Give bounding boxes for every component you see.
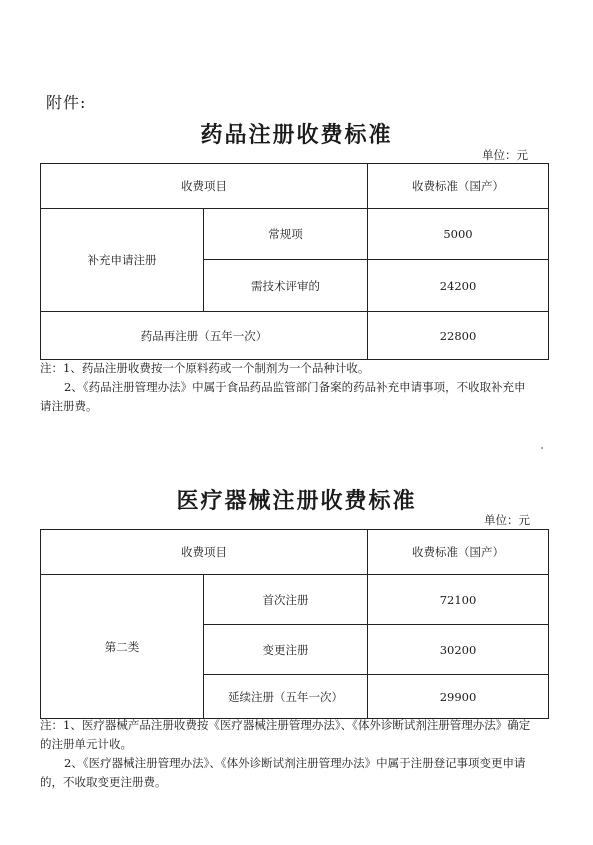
drug-notes xyxy=(40,359,526,416)
drug-group-label: 补充申请注册 xyxy=(41,209,204,312)
drug-note-line: 请注册费。 xyxy=(40,399,98,413)
device-row-value: 30200 xyxy=(368,625,549,675)
table-row xyxy=(41,312,549,360)
scan-speck xyxy=(541,447,543,449)
device-header-row xyxy=(41,530,549,575)
device-row-label: 首次注册 xyxy=(204,575,368,625)
device-note-line: 的注册单元计收。 xyxy=(40,737,132,751)
device-group-label: 第二类 xyxy=(41,575,204,719)
drug-header-row xyxy=(41,164,549,209)
drug-fee-table xyxy=(40,163,549,360)
drug-note-line: 注：1、药品注册收费按一个原料药或一个制剂为一个品种计收。 xyxy=(40,361,370,375)
device-row-value: 72100 xyxy=(368,575,549,625)
device-header-item: 收费项目 xyxy=(41,530,368,575)
device-unit-label: 单位：元 xyxy=(484,513,530,527)
table-row xyxy=(41,209,549,260)
device-fee-title: 医疗器械注册收费标准 xyxy=(176,488,417,514)
drug-unit-label: 单位：元 xyxy=(482,148,528,162)
drug-header-item: 收费项目 xyxy=(41,164,368,209)
drug-note-line: 2、《药品注册管理办法》中属于食品药品监管部门备案的药品补充申请事项，不收取补充申 xyxy=(64,380,526,394)
table-row xyxy=(41,575,549,625)
device-note-line: 2、《医疗器械注册管理办法》、《体外诊断试剂注册管理办法》中属于注册登记事项变更申请 xyxy=(64,756,526,770)
drug-row-value: 24200 xyxy=(368,260,549,312)
device-row-value: 29900 xyxy=(368,675,549,719)
drug-reregister-label: 药品再注册（五年一次） xyxy=(41,312,368,360)
drug-row-label: 常规项 xyxy=(204,209,368,260)
device-header-standard: 收费标准（国产） xyxy=(368,530,549,575)
drug-reregister-value: 22800 xyxy=(368,312,549,360)
device-notes xyxy=(40,716,530,792)
device-note-line: 注：1、医疗器械产品注册收费按《医疗器械注册管理办法》、《体外诊断试剂注册管理办法》确定 xyxy=(40,718,531,732)
drug-header-standard: 收费标准（国产） xyxy=(368,164,549,209)
drug-fee-title: 药品注册收费标准 xyxy=(200,122,393,148)
attachment-label: 附件: xyxy=(46,93,87,112)
drug-row-value: 5000 xyxy=(368,209,549,260)
drug-row-label: 需技术评审的 xyxy=(204,260,368,312)
device-row-label: 变更注册 xyxy=(204,625,368,675)
device-fee-table xyxy=(40,529,549,719)
device-row-label: 延续注册（五年一次） xyxy=(204,675,368,719)
device-note-line: 的，不收取变更注册费。 xyxy=(40,775,167,789)
